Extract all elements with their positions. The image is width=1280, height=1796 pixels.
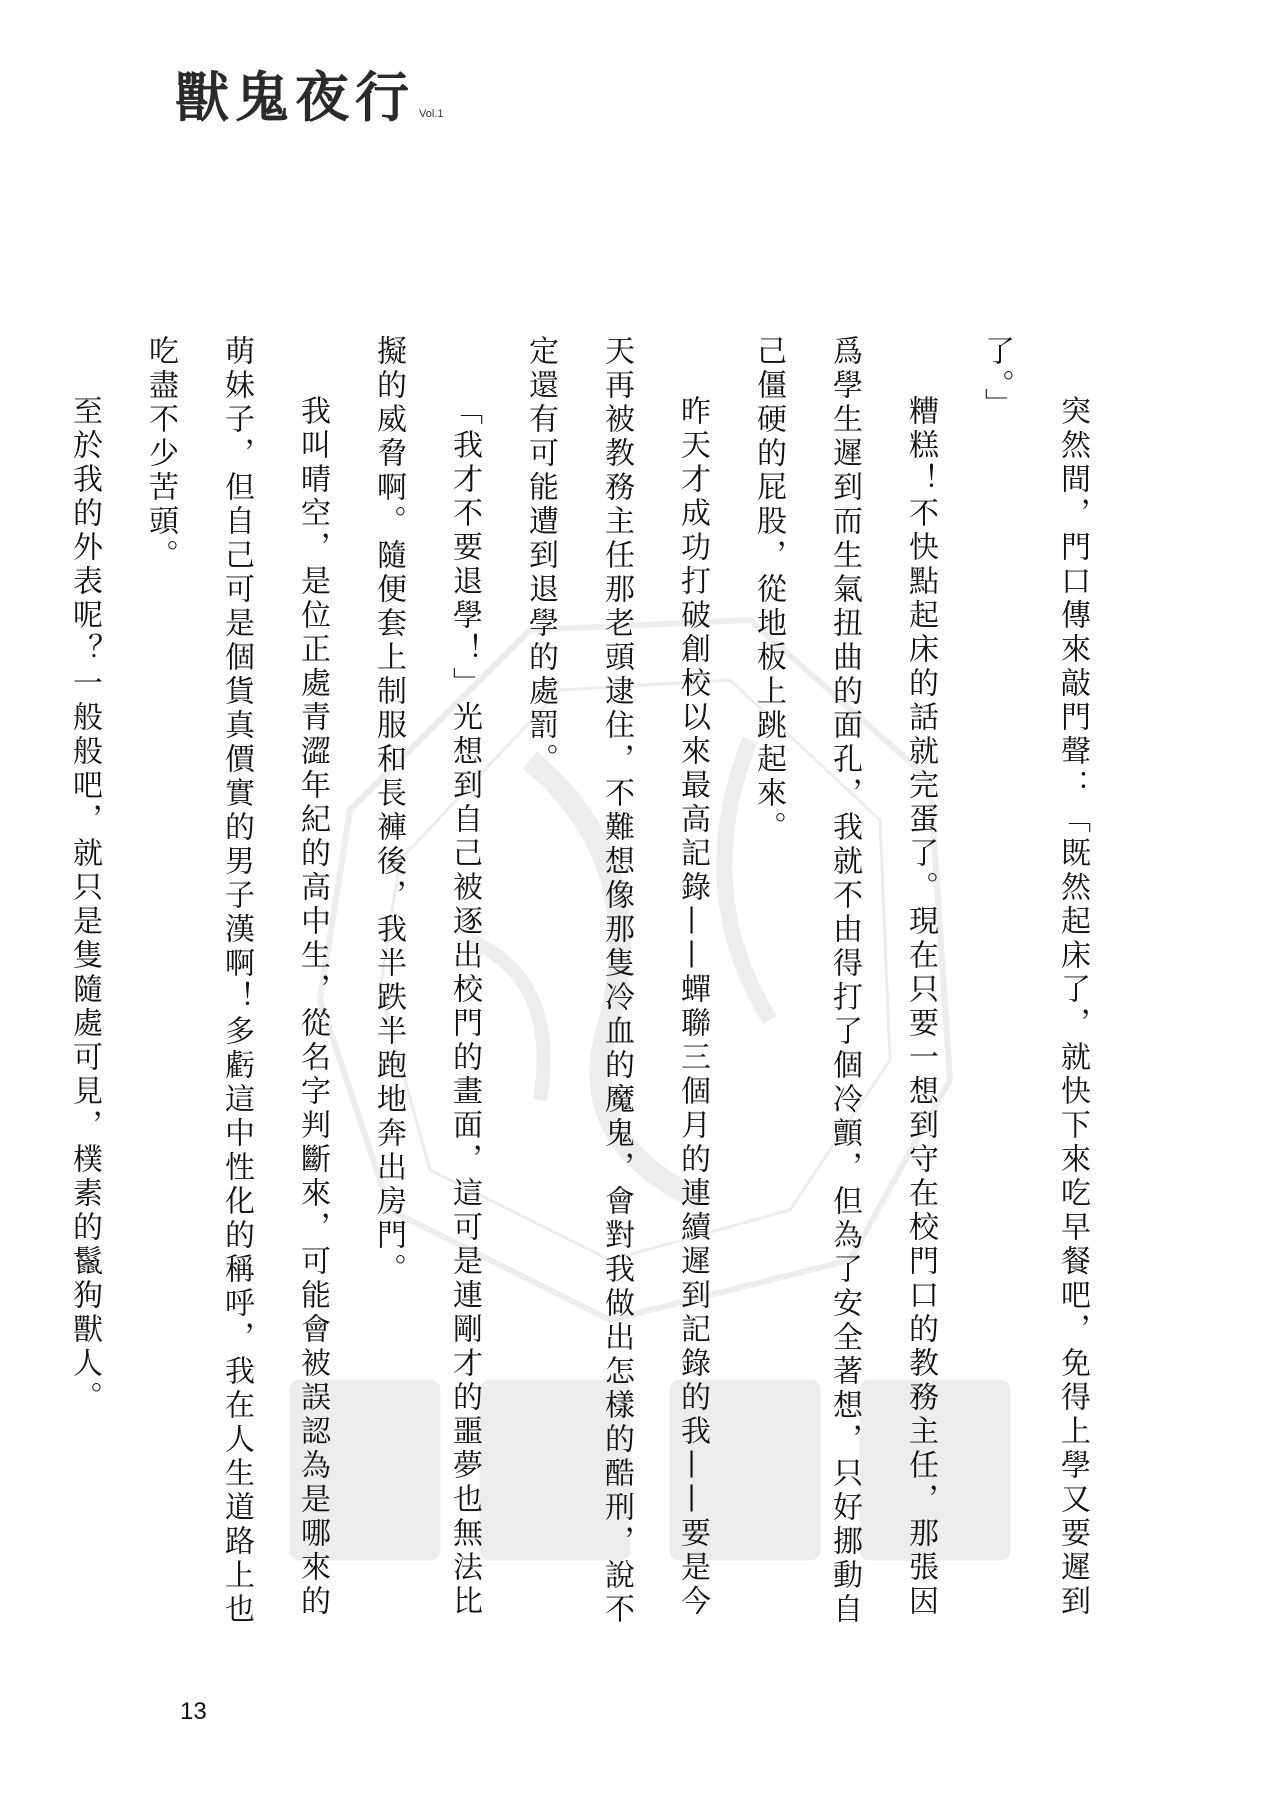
- paragraph: 我叫晴空，是位正處青澀年紀的高中生，從名字判斷來，可能會被誤認為是哪來的萌妹子，但自己可是個貨真價實的男子漢啊！多虧這中性化的稱呼，我在人生道路上也吃盡不少苦頭。: [143, 335, 330, 1627]
- paragraph: 至於我的外表呢？一般般吧，就只是隻隨處可見，樸素的鬣狗獸人。: [67, 395, 102, 1415]
- book-title: [175, 65, 444, 129]
- paragraph: 昨天才成功打破創校以來最高記錄——蟬聯三個月的連續遲到記錄的我——要是今天再被教務主任那老頭逮住，不難想像那隻冷血的魔鬼，會對我做出怎樣的酷刑，說不定還有可能遭到退學的處罰。: [523, 335, 710, 1627]
- page-number: 13: [180, 1698, 207, 1725]
- paragraph: 突然間，門口傳來敲門聲：「既然起床了，就快下來吃早餐吧，免得上學又要遲到了。」: [979, 335, 1090, 1619]
- volume-label: Vol.1: [419, 108, 444, 120]
- paragraph: 糟糕！不快點起床的話就完蛋了。現在只要一想到守在校門口的教務主任，那張因爲學生遲到而生氣扭曲的面孔，我就不由得打了個冷顫，但為了安全著想，只好挪動自己僵硬的屁股，從地板上跳起來。: [751, 335, 938, 1627]
- vertical-body-text: [46, 335, 1110, 1645]
- book-title-text: 獸鬼夜行: [175, 65, 415, 129]
- paragraph: 「我才不要退學！」光想到自己被逐出校門的畫面，這可是連剛才的噩夢也無法比擬的威脅啊。隨便套上制服和長褲後，我半跌半跑地奔出房門。: [371, 335, 482, 1619]
